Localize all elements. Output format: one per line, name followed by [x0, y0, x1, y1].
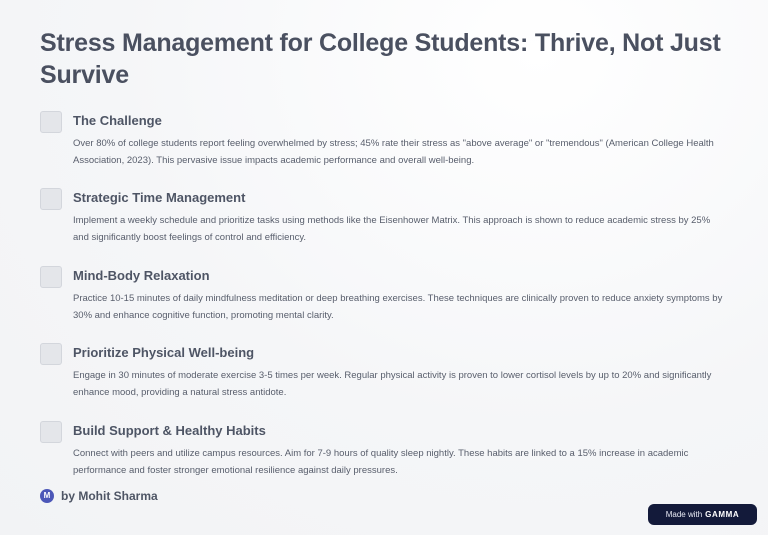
page-title: Stress Management for College Students: Thrive, Not Just Survive — [40, 29, 721, 89]
avatar: M — [40, 489, 54, 503]
item-text: Connect with peers and utilize campus resources. Aim for 7-9 hours of quality sleep nightly. These habits are linked to a 15% increase in academic performance and foster stronger emotional resilience against daily pressures. — [73, 448, 689, 476]
item-heading: Prioritize Physical Well-being — [73, 345, 255, 360]
item-heading: Strategic Time Management — [73, 190, 246, 205]
checkbox[interactable] — [40, 343, 62, 365]
author-name: by Mohit Sharma — [61, 489, 158, 503]
checkbox[interactable] — [40, 111, 62, 133]
checkbox[interactable] — [40, 188, 62, 210]
item-heading: Mind-Body Relaxation — [73, 268, 210, 283]
checkbox[interactable] — [40, 266, 62, 288]
item-text: Engage in 30 minutes of moderate exercise 3-5 times per week. Regular physical activity is proven to lower cortisol levels by up to 20% and significantly enhance mood, providing a natural stress antidote. — [73, 370, 712, 398]
author — [40, 489, 158, 503]
item-text: Practice 10-15 minutes of daily mindfulness meditation or deep breathing exercises. These techniques are clinically proven to reduce anxiety symptoms by 30% and enhance cognitive function, promoting mental clarity. — [73, 293, 723, 321]
item-text: Over 80% of college students report feeling overwhelmed by stress; 45% rate their stress as "above average" or "tremendous" (American College Health Association, 2023). This pervasive issue impacts academic performance and overall well-being. — [73, 138, 714, 166]
gamma-logo: GAMMA — [705, 510, 740, 519]
item-heading: Build Support & Healthy Habits — [73, 423, 266, 438]
item-heading: The Challenge — [73, 113, 162, 128]
made-with-gamma-badge[interactable] — [648, 504, 757, 525]
item-text: Implement a weekly schedule and prioritize tasks using methods like the Eisenhower Matrix. This approach is shown to reduce academic stress by 25% and significantly boost feelings of control and efficiency. — [73, 215, 711, 243]
checkbox[interactable] — [40, 421, 62, 443]
badge-prefix: Made with — [665, 510, 703, 519]
